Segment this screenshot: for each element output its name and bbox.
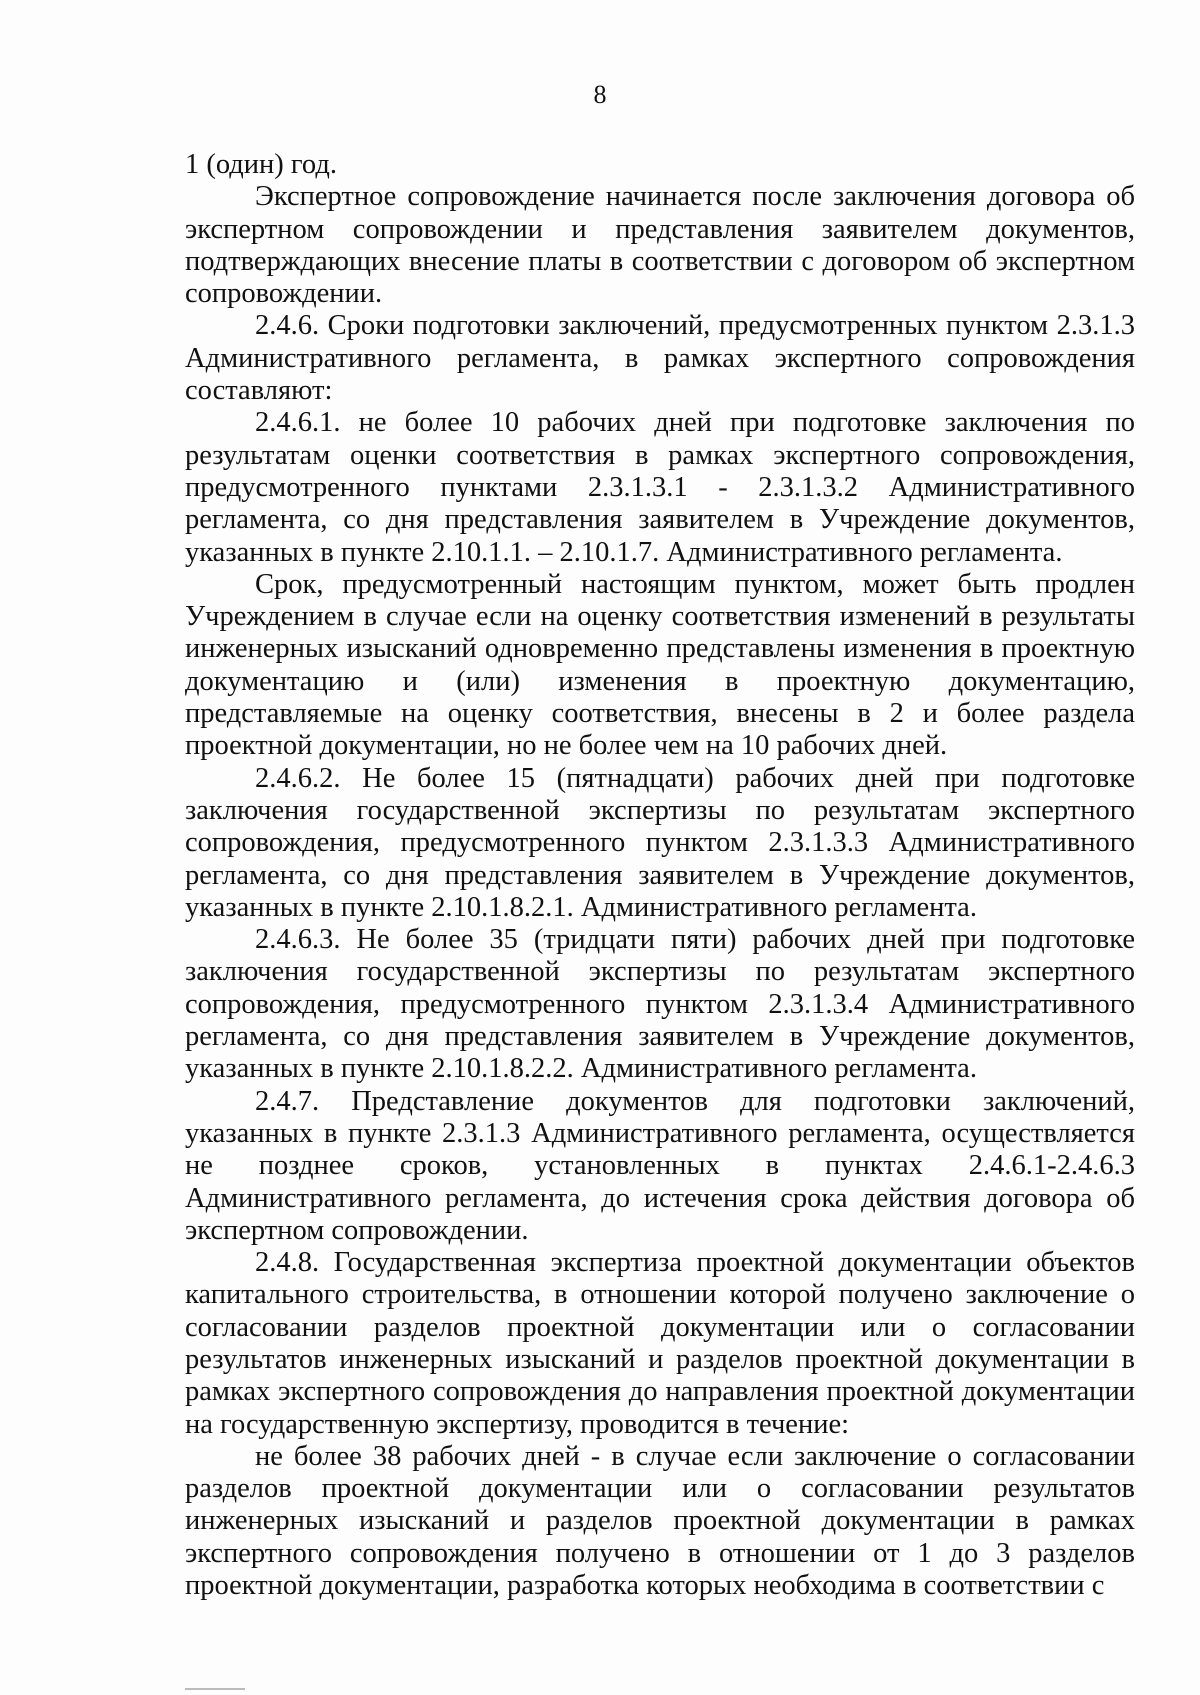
paragraph-expert-support-start: Экспертное сопровождение начинается после заключения договора об экспертном сопровождении и представления заявителем документов, подтверждающих внесение платы в соответствии с договором об экспертном сопровождении. bbox=[185, 181, 1135, 310]
paragraph-2-4-6-1: 2.4.6.1. не более 10 рабочих дней при подготовке заключения по результатам оценки соответствия в рамках экспертного сопровождения, предусмотренного пунктами 2.3.1.3.1 - 2.3.1.3.2 Административного регламента, со дня представления заявителем в Учреждение документов, указанных в пункте 2.10.1.1. – 2.10.1.7. Административного регламента. bbox=[185, 407, 1135, 568]
paragraph-2-4-6: 2.4.6. Сроки подготовки заключений, предусмотренных пунктом 2.3.1.3 Административного регламента, в рамках экспертного сопровождения составляют: bbox=[185, 310, 1135, 407]
paragraph-2-4-6-2: 2.4.6.2. Не более 15 (пятнадцати) рабочих дней при подготовке заключения государственной экспертизы по результатам экспертного сопровождения, предусмотренного пунктом 2.3.1.3.3 Административного регламента, со дня представления заявителем в Учреждение документов, указанных в пункте 2.10.1.8.2.1. Административного регламента. bbox=[185, 762, 1135, 923]
paragraph-38-days: не более 38 рабочих дней - в случае если заключение о согласовании разделов проектной документации или о согласовании результатов инженерных изысканий и разделов проектной документации в рамках экспертного сопровождения получено в отношении от 1 до 3 разделов проектной документации, разработка которых необходима в соответствии с bbox=[185, 1440, 1135, 1602]
paragraph-term-continuation: 1 (один) год. bbox=[185, 149, 337, 180]
scan-artifact bbox=[185, 1688, 245, 1690]
document-body bbox=[185, 149, 1135, 1602]
paragraph-2-4-6-3: 2.4.6.3. Не более 35 (тридцати пяти) рабочих дней при подготовке заключения государственной экспертизы по результатам экспертного сопровождения, предусмотренного пунктом 2.3.1.3.4 Административного регламента, со дня представления заявителем в Учреждение документов, указанных в пункте 2.10.1.8.2.2. Административного регламента. bbox=[185, 924, 1135, 1085]
page-number: 8 bbox=[593, 80, 607, 109]
paragraph-2-4-7: 2.4.7. Представление документов для подготовки заключений, указанных в пункте 2.3.1.3 Административного регламента, осуществляется не позднее сроков, установленных в пунктах 2.4.6.1-2.4.6.3 Административного регламента, до истечения срока действия договора об экспертном сопровождении. bbox=[185, 1085, 1135, 1246]
paragraph-term-extension: Срок, предусмотренный настоящим пунктом, может быть продлен Учреждением в случае если на оценку соответствия изменений в результаты инженерных изысканий одновременно представлены изменения в проектную документацию и (или) изменения в проектную документацию, представляемые на оценку соответствия, внесены в 2 и более раздела проектной документации, но не более чем на 10 рабочих дней. bbox=[185, 568, 1135, 762]
paragraph-2-4-8: 2.4.8. Государственная экспертиза проектной документации объектов капитального строительства, в отношении которой получено заключение о согласовании разделов проектной документации или о согласовании результатов инженерных изысканий и разделов проектной документации в рамках экспертного сопровождения до направления проектной документации на государственную экспертизу, проводится в течение: bbox=[185, 1247, 1135, 1440]
